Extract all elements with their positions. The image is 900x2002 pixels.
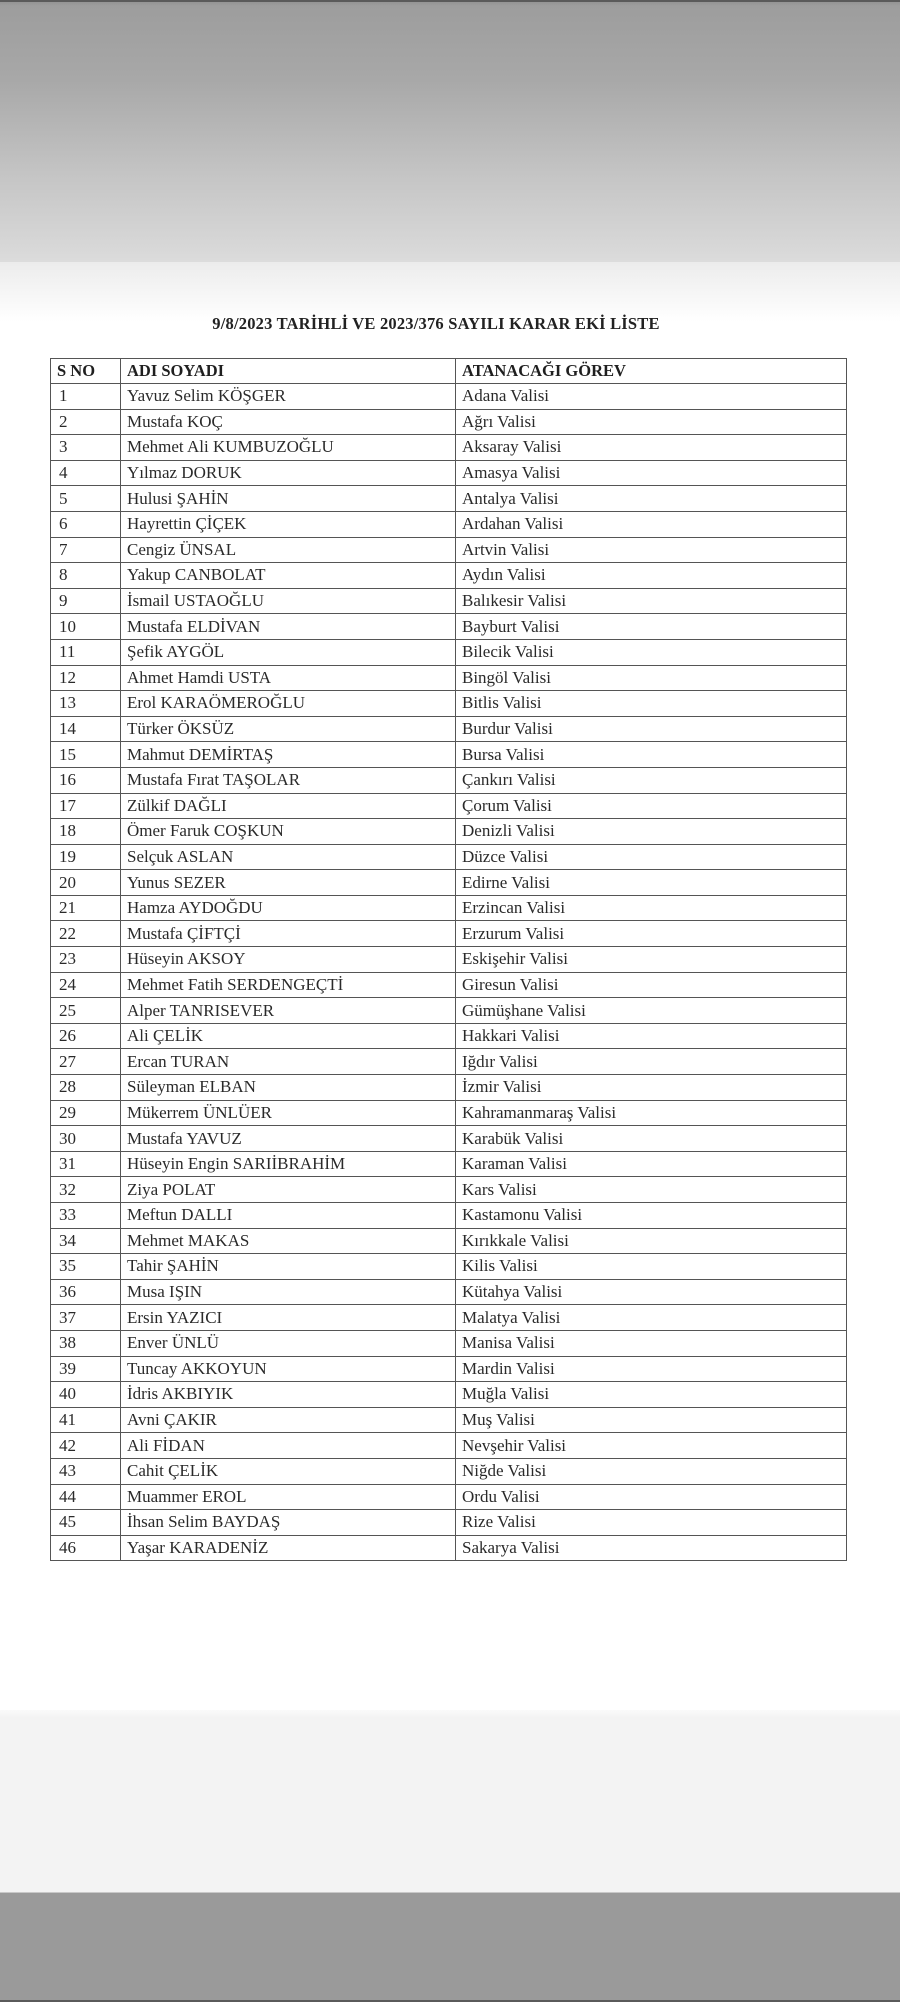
row-name-cell: Enver ÜNLÜ [121,1330,456,1356]
row-duty-cell: Manisa Valisi [456,1330,847,1356]
table-row [51,1126,847,1152]
row-sno-cell: 39 [51,1356,121,1382]
row-sno-cell: 26 [51,1023,121,1049]
row-duty-cell: Çankırı Valisi [456,767,847,793]
top-edge-divider [0,0,900,2]
row-sno-cell: 2 [51,409,121,435]
row-sno-cell: 24 [51,972,121,998]
row-duty-cell: Edirne Valisi [456,870,847,896]
table-row [51,844,847,870]
row-duty-cell: Bingöl Valisi [456,665,847,691]
row-sno-cell: 10 [51,614,121,640]
row-name-cell: Ahmet Hamdi USTA [121,665,456,691]
row-name-cell: Cahit ÇELİK [121,1458,456,1484]
row-sno-cell: 17 [51,793,121,819]
table-row [51,614,847,640]
row-duty-cell: Artvin Valisi [456,537,847,563]
row-duty-cell: Ağrı Valisi [456,409,847,435]
table-row [51,1330,847,1356]
table-row [51,1075,847,1101]
row-sno-cell: 11 [51,639,121,665]
row-name-cell: Hulusi ŞAHİN [121,486,456,512]
table-row [51,435,847,461]
row-sno-cell: 14 [51,716,121,742]
table-row [51,563,847,589]
row-sno-cell: 43 [51,1458,121,1484]
document-title: 9/8/2023 TARİHLİ VE 2023/376 SAYILI KARAR EKİ LİSTE [212,314,660,333]
table-row [51,665,847,691]
row-sno-cell: 45 [51,1510,121,1536]
row-duty-cell: Kilis Valisi [456,1254,847,1280]
row-duty-cell: Malatya Valisi [456,1305,847,1331]
row-duty-cell: Denizli Valisi [456,819,847,845]
row-name-cell: Mehmet Fatih SERDENGEÇTİ [121,972,456,998]
table-row [51,409,847,435]
table-row [51,947,847,973]
row-duty-cell: Ardahan Valisi [456,511,847,537]
table-row [51,537,847,563]
row-duty-cell: Eskişehir Valisi [456,947,847,973]
row-name-cell: Mustafa KOÇ [121,409,456,435]
table-row [51,1356,847,1382]
row-duty-cell: Karaman Valisi [456,1151,847,1177]
table-row [51,1100,847,1126]
row-duty-cell: Adana Valisi [456,384,847,410]
row-sno-cell: 1 [51,384,121,410]
document-page [0,262,900,1712]
row-name-cell: Ali ÇELİK [121,1023,456,1049]
row-name-cell: Yakup CANBOLAT [121,563,456,589]
row-duty-cell: Karabük Valisi [456,1126,847,1152]
table-row [51,511,847,537]
table-row [51,486,847,512]
row-sno-cell: 22 [51,921,121,947]
row-duty-cell: Erzincan Valisi [456,895,847,921]
table-header-row [51,359,847,384]
row-sno-cell: 29 [51,1100,121,1126]
row-sno-cell: 7 [51,537,121,563]
row-sno-cell: 40 [51,1382,121,1408]
row-name-cell: Hamza AYDOĞDU [121,895,456,921]
row-duty-cell: Erzurum Valisi [456,921,847,947]
row-duty-cell: Çorum Valisi [456,793,847,819]
row-duty-cell: Amasya Valisi [456,460,847,486]
table-row [51,998,847,1024]
row-name-cell: Mehmet MAKAS [121,1228,456,1254]
row-name-cell: Hayrettin ÇİÇEK [121,511,456,537]
table-row [51,460,847,486]
table-row [51,1510,847,1536]
row-sno-cell: 33 [51,1203,121,1229]
row-duty-cell: Kars Valisi [456,1177,847,1203]
row-sno-cell: 19 [51,844,121,870]
row-sno-cell: 31 [51,1151,121,1177]
row-duty-cell: Aksaray Valisi [456,435,847,461]
table-row [51,1535,847,1561]
row-name-cell: Ali FİDAN [121,1433,456,1459]
row-duty-cell: Bayburt Valisi [456,614,847,640]
row-sno-cell: 36 [51,1279,121,1305]
row-sno-cell: 41 [51,1407,121,1433]
row-duty-cell: Mardin Valisi [456,1356,847,1382]
row-sno-cell: 34 [51,1228,121,1254]
row-sno-cell: 13 [51,691,121,717]
row-sno-cell: 32 [51,1177,121,1203]
table-row [51,1254,847,1280]
row-name-cell: Avni ÇAKIR [121,1407,456,1433]
image-viewer-bottom-bar [0,1892,900,2002]
appointment-list-table [50,358,847,1561]
row-sno-cell: 4 [51,460,121,486]
row-name-cell: Yaşar KARADENİZ [121,1535,456,1561]
row-duty-cell: Gümüşhane Valisi [456,998,847,1024]
row-duty-cell: Aydın Valisi [456,563,847,589]
table-row [51,1433,847,1459]
row-name-cell: Mustafa YAVUZ [121,1126,456,1152]
row-duty-cell: İzmir Valisi [456,1075,847,1101]
row-sno-cell: 20 [51,870,121,896]
document-top-shading [0,262,900,322]
table-row [51,921,847,947]
row-duty-cell: Muş Valisi [456,1407,847,1433]
row-name-cell: Mustafa ÇİFTÇİ [121,921,456,947]
table-row [51,1151,847,1177]
table-row [51,1177,847,1203]
row-sno-cell: 3 [51,435,121,461]
table-row [51,767,847,793]
row-sno-cell: 46 [51,1535,121,1561]
table-row [51,588,847,614]
row-name-cell: İsmail USTAOĞLU [121,588,456,614]
column-header-name: ADI SOYADI [121,359,456,384]
row-sno-cell: 23 [51,947,121,973]
row-name-cell: Mehmet Ali KUMBUZOĞLU [121,435,456,461]
table-row [51,870,847,896]
table-row [51,1458,847,1484]
row-duty-cell: Sakarya Valisi [456,1535,847,1561]
row-name-cell: Mahmut DEMİRTAŞ [121,742,456,768]
row-duty-cell: Kahramanmaraş Valisi [456,1100,847,1126]
table-row [51,1023,847,1049]
table-row [51,1382,847,1408]
row-name-cell: Yunus SEZER [121,870,456,896]
row-duty-cell: Bilecik Valisi [456,639,847,665]
row-name-cell: Muammer EROL [121,1484,456,1510]
table-row [51,639,847,665]
row-duty-cell: Ordu Valisi [456,1484,847,1510]
row-sno-cell: 16 [51,767,121,793]
row-name-cell: Alper TANRISEVER [121,998,456,1024]
row-duty-cell: Rize Valisi [456,1510,847,1536]
row-name-cell: Tahir ŞAHİN [121,1254,456,1280]
row-duty-cell: Balıkesir Valisi [456,588,847,614]
row-duty-cell: Niğde Valisi [456,1458,847,1484]
table-row [51,1228,847,1254]
table-row [51,1279,847,1305]
row-duty-cell: Kırıkkale Valisi [456,1228,847,1254]
row-name-cell: Ömer Faruk COŞKUN [121,819,456,845]
row-sno-cell: 30 [51,1126,121,1152]
row-sno-cell: 12 [51,665,121,691]
row-name-cell: Mükerrem ÜNLÜER [121,1100,456,1126]
row-sno-cell: 8 [51,563,121,589]
row-name-cell: Ersin YAZICI [121,1305,456,1331]
row-sno-cell: 35 [51,1254,121,1280]
row-name-cell: Tuncay AKKOYUN [121,1356,456,1382]
row-name-cell: Ercan TURAN [121,1049,456,1075]
table-row [51,1203,847,1229]
row-sno-cell: 6 [51,511,121,537]
row-duty-cell: Burdur Valisi [456,716,847,742]
image-viewer-bottom-area [0,1710,900,1893]
row-name-cell: Mustafa Fırat TAŞOLAR [121,767,456,793]
table-row [51,1484,847,1510]
row-sno-cell: 42 [51,1433,121,1459]
row-duty-cell: Düzce Valisi [456,844,847,870]
row-name-cell: Selçuk ASLAN [121,844,456,870]
row-name-cell: Hüseyin Engin SARIİBRAHİM [121,1151,456,1177]
row-sno-cell: 9 [51,588,121,614]
row-sno-cell: 5 [51,486,121,512]
table-row [51,691,847,717]
row-sno-cell: 28 [51,1075,121,1101]
table-row [51,972,847,998]
row-name-cell: Zülkif DAĞLI [121,793,456,819]
row-duty-cell: Kastamonu Valisi [456,1203,847,1229]
column-header-sno: S NO [51,359,121,384]
row-name-cell: Türker ÖKSÜZ [121,716,456,742]
row-duty-cell: Hakkari Valisi [456,1023,847,1049]
row-name-cell: Musa IŞIN [121,1279,456,1305]
row-sno-cell: 44 [51,1484,121,1510]
row-duty-cell: Bursa Valisi [456,742,847,768]
row-duty-cell: Kütahya Valisi [456,1279,847,1305]
row-sno-cell: 38 [51,1330,121,1356]
table-row [51,384,847,410]
row-duty-cell: Muğla Valisi [456,1382,847,1408]
row-name-cell: Erol KARAÖMEROĞLU [121,691,456,717]
table-row [51,1305,847,1331]
row-name-cell: Ziya POLAT [121,1177,456,1203]
row-sno-cell: 18 [51,819,121,845]
row-name-cell: Yavuz Selim KÖŞGER [121,384,456,410]
row-duty-cell: Iğdır Valisi [456,1049,847,1075]
row-name-cell: Yılmaz DORUK [121,460,456,486]
row-name-cell: Cengiz ÜNSAL [121,537,456,563]
row-sno-cell: 27 [51,1049,121,1075]
row-duty-cell: Giresun Valisi [456,972,847,998]
row-name-cell: Hüseyin AKSOY [121,947,456,973]
row-sno-cell: 21 [51,895,121,921]
table-body [51,384,847,1561]
table-row [51,819,847,845]
row-name-cell: Süleyman ELBAN [121,1075,456,1101]
row-duty-cell: Nevşehir Valisi [456,1433,847,1459]
row-duty-cell: Antalya Valisi [456,486,847,512]
row-sno-cell: 37 [51,1305,121,1331]
row-name-cell: Meftun DALLI [121,1203,456,1229]
table-row [51,895,847,921]
row-sno-cell: 15 [51,742,121,768]
table-row [51,1049,847,1075]
table-row [51,716,847,742]
row-sno-cell: 25 [51,998,121,1024]
table-row [51,1407,847,1433]
row-name-cell: Şefik AYGÖL [121,639,456,665]
row-name-cell: İhsan Selim BAYDAŞ [121,1510,456,1536]
column-header-duty: ATANACAĞI GÖREV [456,359,847,384]
row-name-cell: İdris AKBIYIK [121,1382,456,1408]
row-duty-cell: Bitlis Valisi [456,691,847,717]
table-row [51,793,847,819]
table-row [51,742,847,768]
image-viewer-top-bar [0,0,900,262]
row-name-cell: Mustafa ELDİVAN [121,614,456,640]
